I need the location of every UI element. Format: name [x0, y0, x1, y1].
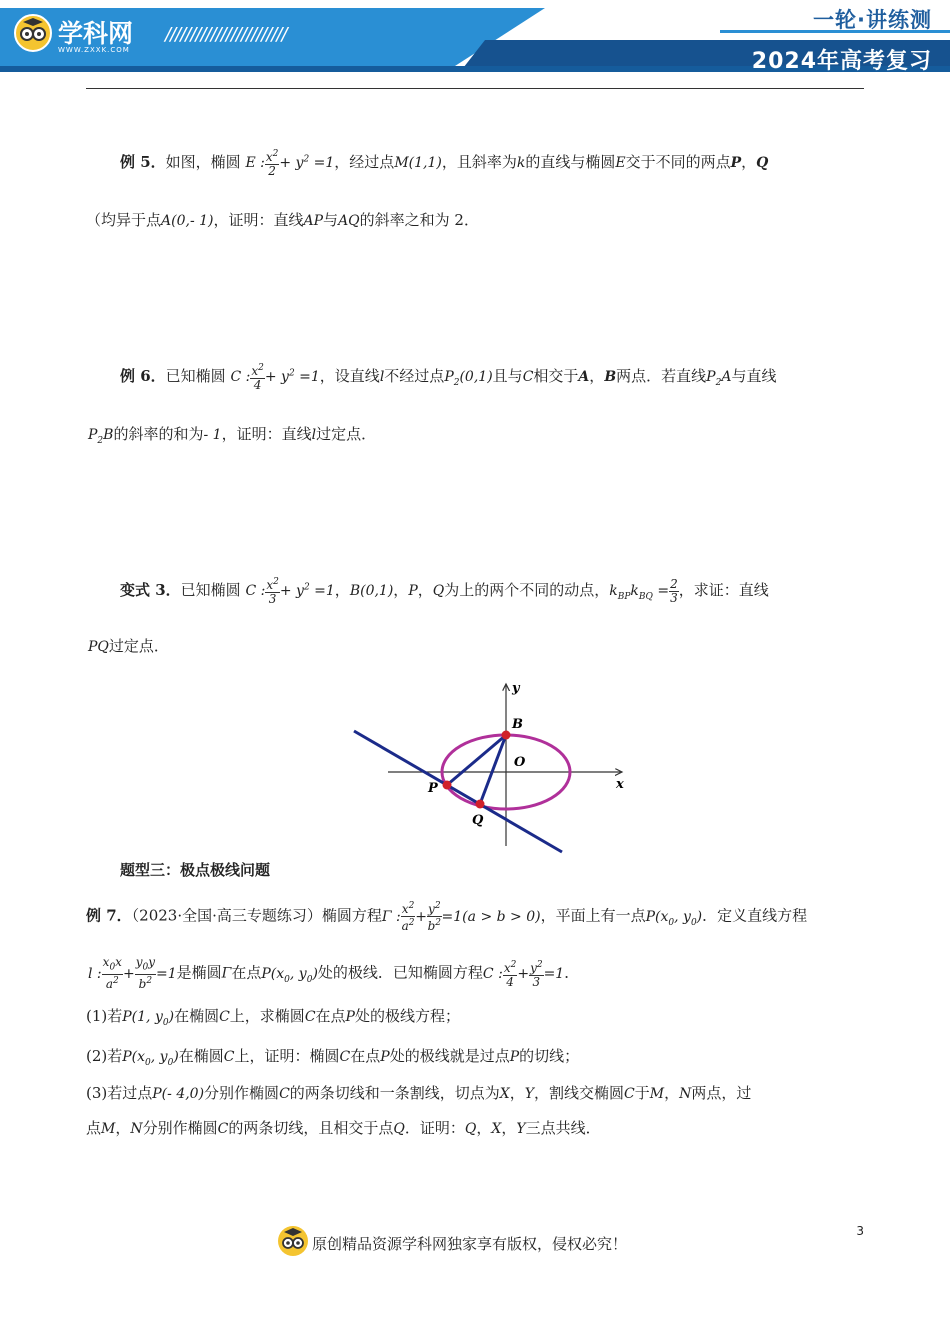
text: 在点: [350, 1047, 381, 1065]
formula: P: [509, 1049, 520, 1065]
formula: l: [311, 427, 317, 443]
text: (3)若过点: [86, 1084, 153, 1102]
text: (2)若: [86, 1047, 123, 1065]
variant-3-line-2: [88, 636, 169, 657]
text: 的两条切线，且相交于点: [228, 1119, 394, 1137]
formula: Y: [516, 1121, 526, 1137]
formula: P: [730, 155, 742, 171]
example-7-part-1: [86, 1006, 460, 1033]
formula: N: [130, 1121, 143, 1137]
example-7-part-2: [86, 1046, 579, 1073]
text: 上，证明：椭圆: [234, 1047, 340, 1065]
formula: C: [217, 1121, 229, 1137]
header-top-title: 一轮·讲练测: [813, 8, 932, 32]
text: 在椭圆: [178, 1047, 224, 1065]
formula: C : $\frac{x^2}{4}$ + $y^2 =1$: [230, 363, 320, 392]
section-3-title: 题型三：极点极线问题: [120, 861, 271, 879]
header-slashes: ////////////////////////: [165, 24, 287, 45]
formula: B: [604, 369, 617, 385]
ellipse-figure: [340, 676, 640, 854]
variant-3-line-1: 变式 3．已知椭圆 C : $\frac{x^2}{3}$ + $y^2 =1$，B(0,1)，P，Q为上的两个不同的动点，$k_{BP}k_{BQ}$ = $\frac{2}{3}$ ，求证：直线: [120, 576, 769, 606]
example-7-part-3-line-2: 点M，N分别作椭圆C的两条切线，且相交于点Q．证明：Q，X，Y三点共线．: [86, 1119, 601, 1137]
formula: A(0,- 1): [161, 213, 214, 229]
formula: l : $\frac{x_0x}{a^2}$ + $\frac{y_0y}{b^2}$ =1: [88, 955, 177, 992]
footer-copyright: 原创精品资源学科网独家享有版权，侵权必究！: [312, 1235, 628, 1253]
formula: $P(x_0$, $y_0$): [122, 1049, 179, 1068]
text: 的直线与椭圆: [525, 153, 616, 171]
text: ，割线交椭圆: [534, 1084, 625, 1102]
formula: M: [649, 1086, 665, 1102]
formula: Q: [756, 155, 769, 171]
text: 过定点．: [108, 637, 169, 655]
formula: P: [408, 583, 418, 599]
text: ，证明：直线: [221, 425, 312, 443]
text: 分别作椭圆: [204, 1084, 280, 1102]
text: 与直线: [731, 367, 777, 385]
text: ．定义直线方程: [702, 906, 808, 925]
point-q: [476, 800, 485, 809]
text: 已知椭圆: [165, 367, 226, 385]
text: 上，求椭圆: [229, 1007, 305, 1025]
y-label: y: [512, 681, 520, 696]
formula: C: [279, 1086, 290, 1102]
point-p: [443, 781, 452, 790]
b-label: B: [512, 717, 523, 732]
formula: Q: [393, 1121, 405, 1137]
text: 分别作椭圆: [142, 1119, 218, 1137]
formula: C: [223, 1049, 235, 1065]
formula: Γ : $\frac{x^2}{a^2}$ + $\frac{y^2}{b^2}$ =1(a > b > 0): [381, 901, 541, 933]
formula: PQ: [88, 639, 109, 655]
header-rule: [86, 88, 864, 89]
text: （2023·全国·高三专题练习）椭圆方程: [131, 906, 382, 925]
text: ，设直线: [319, 367, 380, 385]
text: 两点．若直线: [616, 367, 707, 385]
formula: P(1, $y_0$): [122, 1009, 175, 1028]
example-7-line-2: l : $\frac{x_0x}{a^2}$ + $\frac{y_0y}{b^2}$ =1是椭圆Γ在点$P(x_0$, $y_0$)处的极线．已知椭圆方程C : $\frac{x^2}{4}$ + $\frac{y^2}{3}$ =1．: [88, 955, 580, 992]
logo-text: 学科网: [58, 19, 134, 48]
text: 的斜率的和为: [113, 425, 204, 443]
formula: $P_2B$: [88, 427, 114, 446]
example-5-line-1: 例 5．如图，椭圆 E : $\frac{x^2}{2}$ + $y^2 =1$，经过点M(1,1)，且斜率为k的直线与椭圆E交于不同的两点P，Q: [120, 149, 769, 178]
formula: P(- 4,0): [152, 1086, 205, 1102]
text: 的斜率之和为 2．: [359, 211, 479, 229]
example-6-line-2: [88, 424, 376, 451]
text: 在椭圆: [174, 1007, 220, 1025]
o-label: O: [514, 755, 526, 770]
formula: X: [499, 1086, 510, 1102]
formula: $k_{BP}k_{BQ}$ = $\frac{2}{3}$: [609, 576, 678, 605]
formula: E: [615, 155, 626, 171]
formula: Q: [464, 1121, 477, 1137]
formula: AQ: [338, 213, 360, 229]
text: 于: [634, 1084, 650, 1102]
example-6-line-1: 例 6．已知椭圆 C : $\frac{x^2}{4}$ + $y^2 =1$，设直线l不经过点$P_2(0,1)$且与C相交于A，B两点．若直线$P_2A$与直线: [120, 363, 777, 392]
formula: C : $\frac{x^2}{4}$ + $\frac{y^2}{3}$ =1: [482, 959, 565, 989]
text: 与: [323, 211, 339, 229]
formula: l: [379, 369, 385, 385]
text: 在点: [231, 963, 262, 982]
example-7-part-3-line-1: (3)若过点P(- 4,0)分别作椭圆C的两条切线和一条割线，切点为X，Y，割线交椭圆C于M，N两点，过: [86, 1084, 752, 1102]
formula: C: [522, 369, 534, 385]
formula: C: [304, 1009, 316, 1025]
formula: C: [624, 1086, 635, 1102]
footer-owl-icon: [278, 1226, 308, 1256]
x-label: x: [616, 777, 624, 792]
formula: C : $\frac{x^2}{3}$ + $y^2 =1$: [245, 577, 335, 606]
text: 相交于: [533, 367, 579, 385]
point-b: [502, 731, 511, 740]
formula: Y: [524, 1086, 535, 1102]
text: 是椭圆: [176, 963, 222, 982]
page-number: 3: [856, 1224, 864, 1238]
formula: B(0,1): [349, 583, 394, 599]
text: ，平面上有一点: [540, 906, 646, 925]
text: ，且斜率为: [441, 153, 517, 171]
formula: P: [345, 1009, 355, 1025]
formula: C: [219, 1009, 230, 1025]
text: 过定点．: [316, 425, 377, 443]
text: 两点，过: [691, 1084, 752, 1102]
text: 三点共线．: [525, 1119, 601, 1137]
text: 交于不同的两点: [625, 153, 731, 171]
text: (1)若: [86, 1007, 123, 1025]
example-5-line-2: [86, 210, 479, 231]
logo-url: WWW.ZXXK.COM: [58, 46, 130, 54]
text: 处的极线．已知椭圆方程: [317, 963, 483, 982]
text: 为上的两个不同的动点，: [444, 581, 610, 599]
formula: - 1: [203, 427, 222, 443]
text: 且与: [492, 367, 523, 385]
text: 处的极线方程；: [354, 1007, 460, 1025]
formula: C: [339, 1049, 351, 1065]
formula: P: [380, 1049, 390, 1065]
example-7-label: 例 7．: [86, 906, 132, 925]
p-label: P: [428, 781, 438, 796]
formula: Γ: [221, 965, 232, 982]
example-5-label: 例 5．: [120, 153, 166, 171]
text: 的两条切线和一条割线，切点为: [289, 1084, 500, 1102]
text: 在点: [315, 1007, 346, 1025]
formula: k: [516, 155, 526, 171]
formula: M: [101, 1121, 116, 1137]
formula: $P_2(0,1)$: [444, 369, 493, 388]
formula: E : $\frac{x^2}{2}$ + $y^2 =1$: [245, 149, 335, 178]
text: 不经过点: [384, 367, 445, 385]
header-year-title: 2024年高考复习: [751, 49, 932, 74]
formula: $P_2A$: [706, 369, 732, 388]
example-7-line-1: [86, 900, 807, 933]
text: 的切线；: [519, 1047, 580, 1065]
logo-owl-icon: [14, 14, 52, 52]
text: 已知椭圆: [180, 581, 241, 599]
variant-3-label: 变式 3．: [120, 581, 181, 599]
example-6-label: 例 6．: [120, 367, 166, 385]
formula: X: [491, 1121, 502, 1137]
q-label: Q: [472, 813, 484, 828]
text: ．证明：: [404, 1119, 465, 1137]
text: 点: [86, 1119, 102, 1137]
formula: Q: [432, 583, 445, 599]
formula: AP: [303, 213, 324, 229]
text: 如图，椭圆: [165, 153, 241, 171]
text: ，求证：直线: [678, 581, 769, 599]
formula: $P(x_0$, $y_0$): [261, 965, 318, 985]
formula: $P(x_0$, $y_0$): [645, 908, 703, 928]
formula: M(1,1): [394, 155, 442, 171]
text: （均异于点: [86, 211, 162, 229]
text: 处的极线就是过点: [389, 1047, 510, 1065]
text: ，证明：直线: [213, 211, 304, 229]
formula: A: [578, 369, 590, 385]
formula: N: [679, 1086, 692, 1102]
text: ，经过点: [334, 153, 395, 171]
